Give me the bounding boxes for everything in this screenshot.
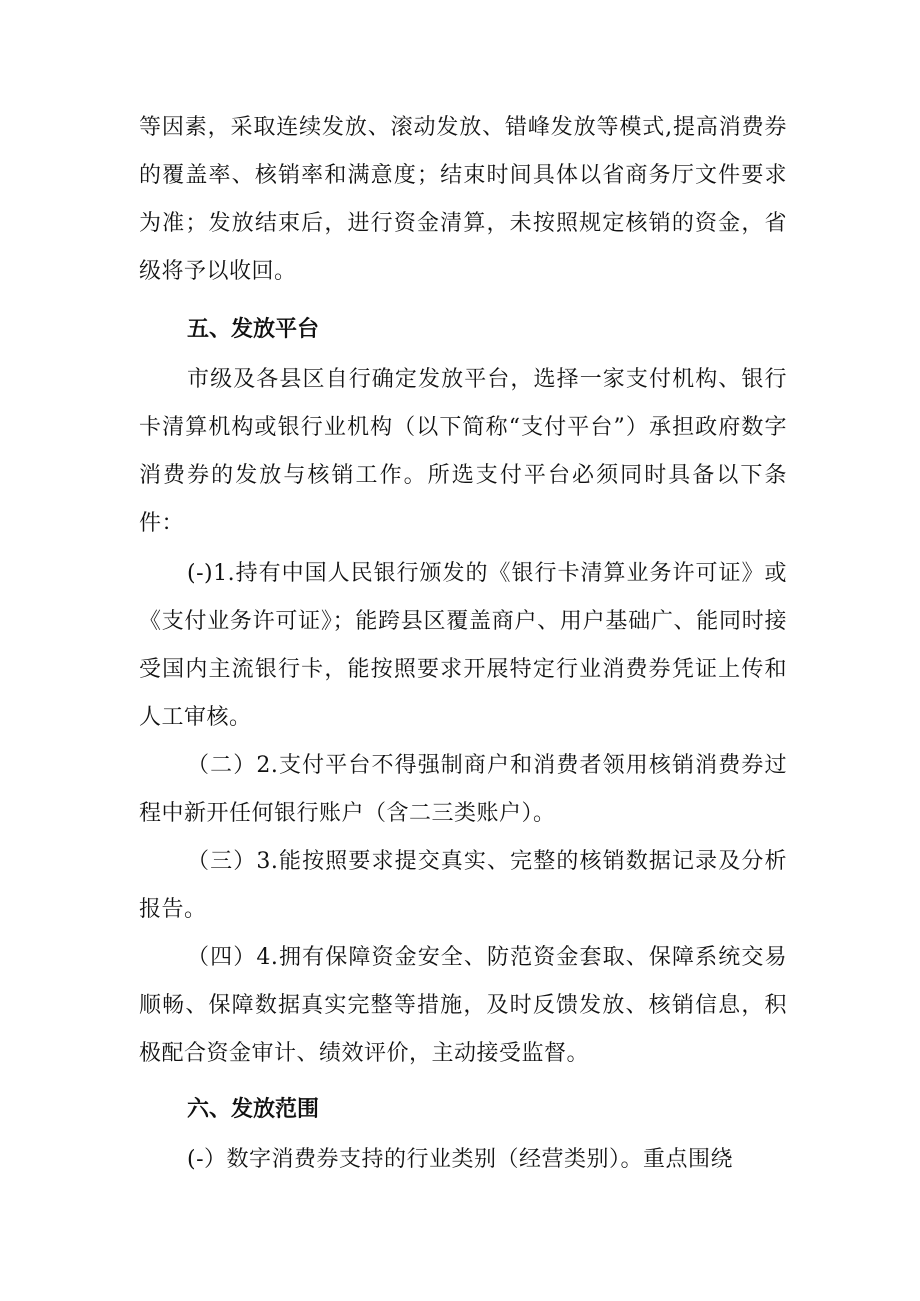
section-heading-5: 五、发放平台 [187, 317, 320, 342]
paragraph-condition-3: （三）3.能按照要求提交真实、完整的核销数据记录及分析报告。 [139, 849, 787, 922]
paragraph-platform-intro: 市级及各县区自行确定发放平台，选择一家支付机构、银行卡清算机构或银行业机构（以下简称“支付平台”）承担政府数字消费券的发放与核销工作。所选支付平台必须同时具备以下条件： [139, 367, 787, 536]
paragraph-continuation: 等因素，采取连续发放、滚动发放、错峰发放等模式,提高消费券的覆盖率、核销率和满意度；结束时间具体以省商务厅文件要求为准；发放结束后，进行资金清算，未按照规定核销的资金，省级将予以收回。 [139, 115, 787, 284]
paragraph-condition-2: （二）2.支付平台不得强制商户和消费者领用核销消费券过程中新开任何银行账户（含二三类账户）。 [139, 753, 787, 826]
paragraph-condition-4: （四）4.拥有保障资金安全、防范资金套取、保障系统交易顺畅、保障数据真实完整等措施，及时反馈发放、核销信息，积极配合资金审计、绩效评价，主动接受监督。 [139, 945, 787, 1066]
paragraph-scope-1: (-）数字消费券支持的行业类别（经营类别）。重点围绕 [187, 1147, 734, 1172]
section-heading-6: 六、发放范围 [187, 1097, 320, 1122]
paragraph-condition-1: (-)1.持有中国人民银行颁发的《银行卡清算业务许可证》或《支付业务许可证》；能跨县区覆盖商户、用户基础广、能同时接受国内主流银行卡，能按照要求开展特定行业消费券凭证上传和人工审核。 [139, 561, 787, 730]
